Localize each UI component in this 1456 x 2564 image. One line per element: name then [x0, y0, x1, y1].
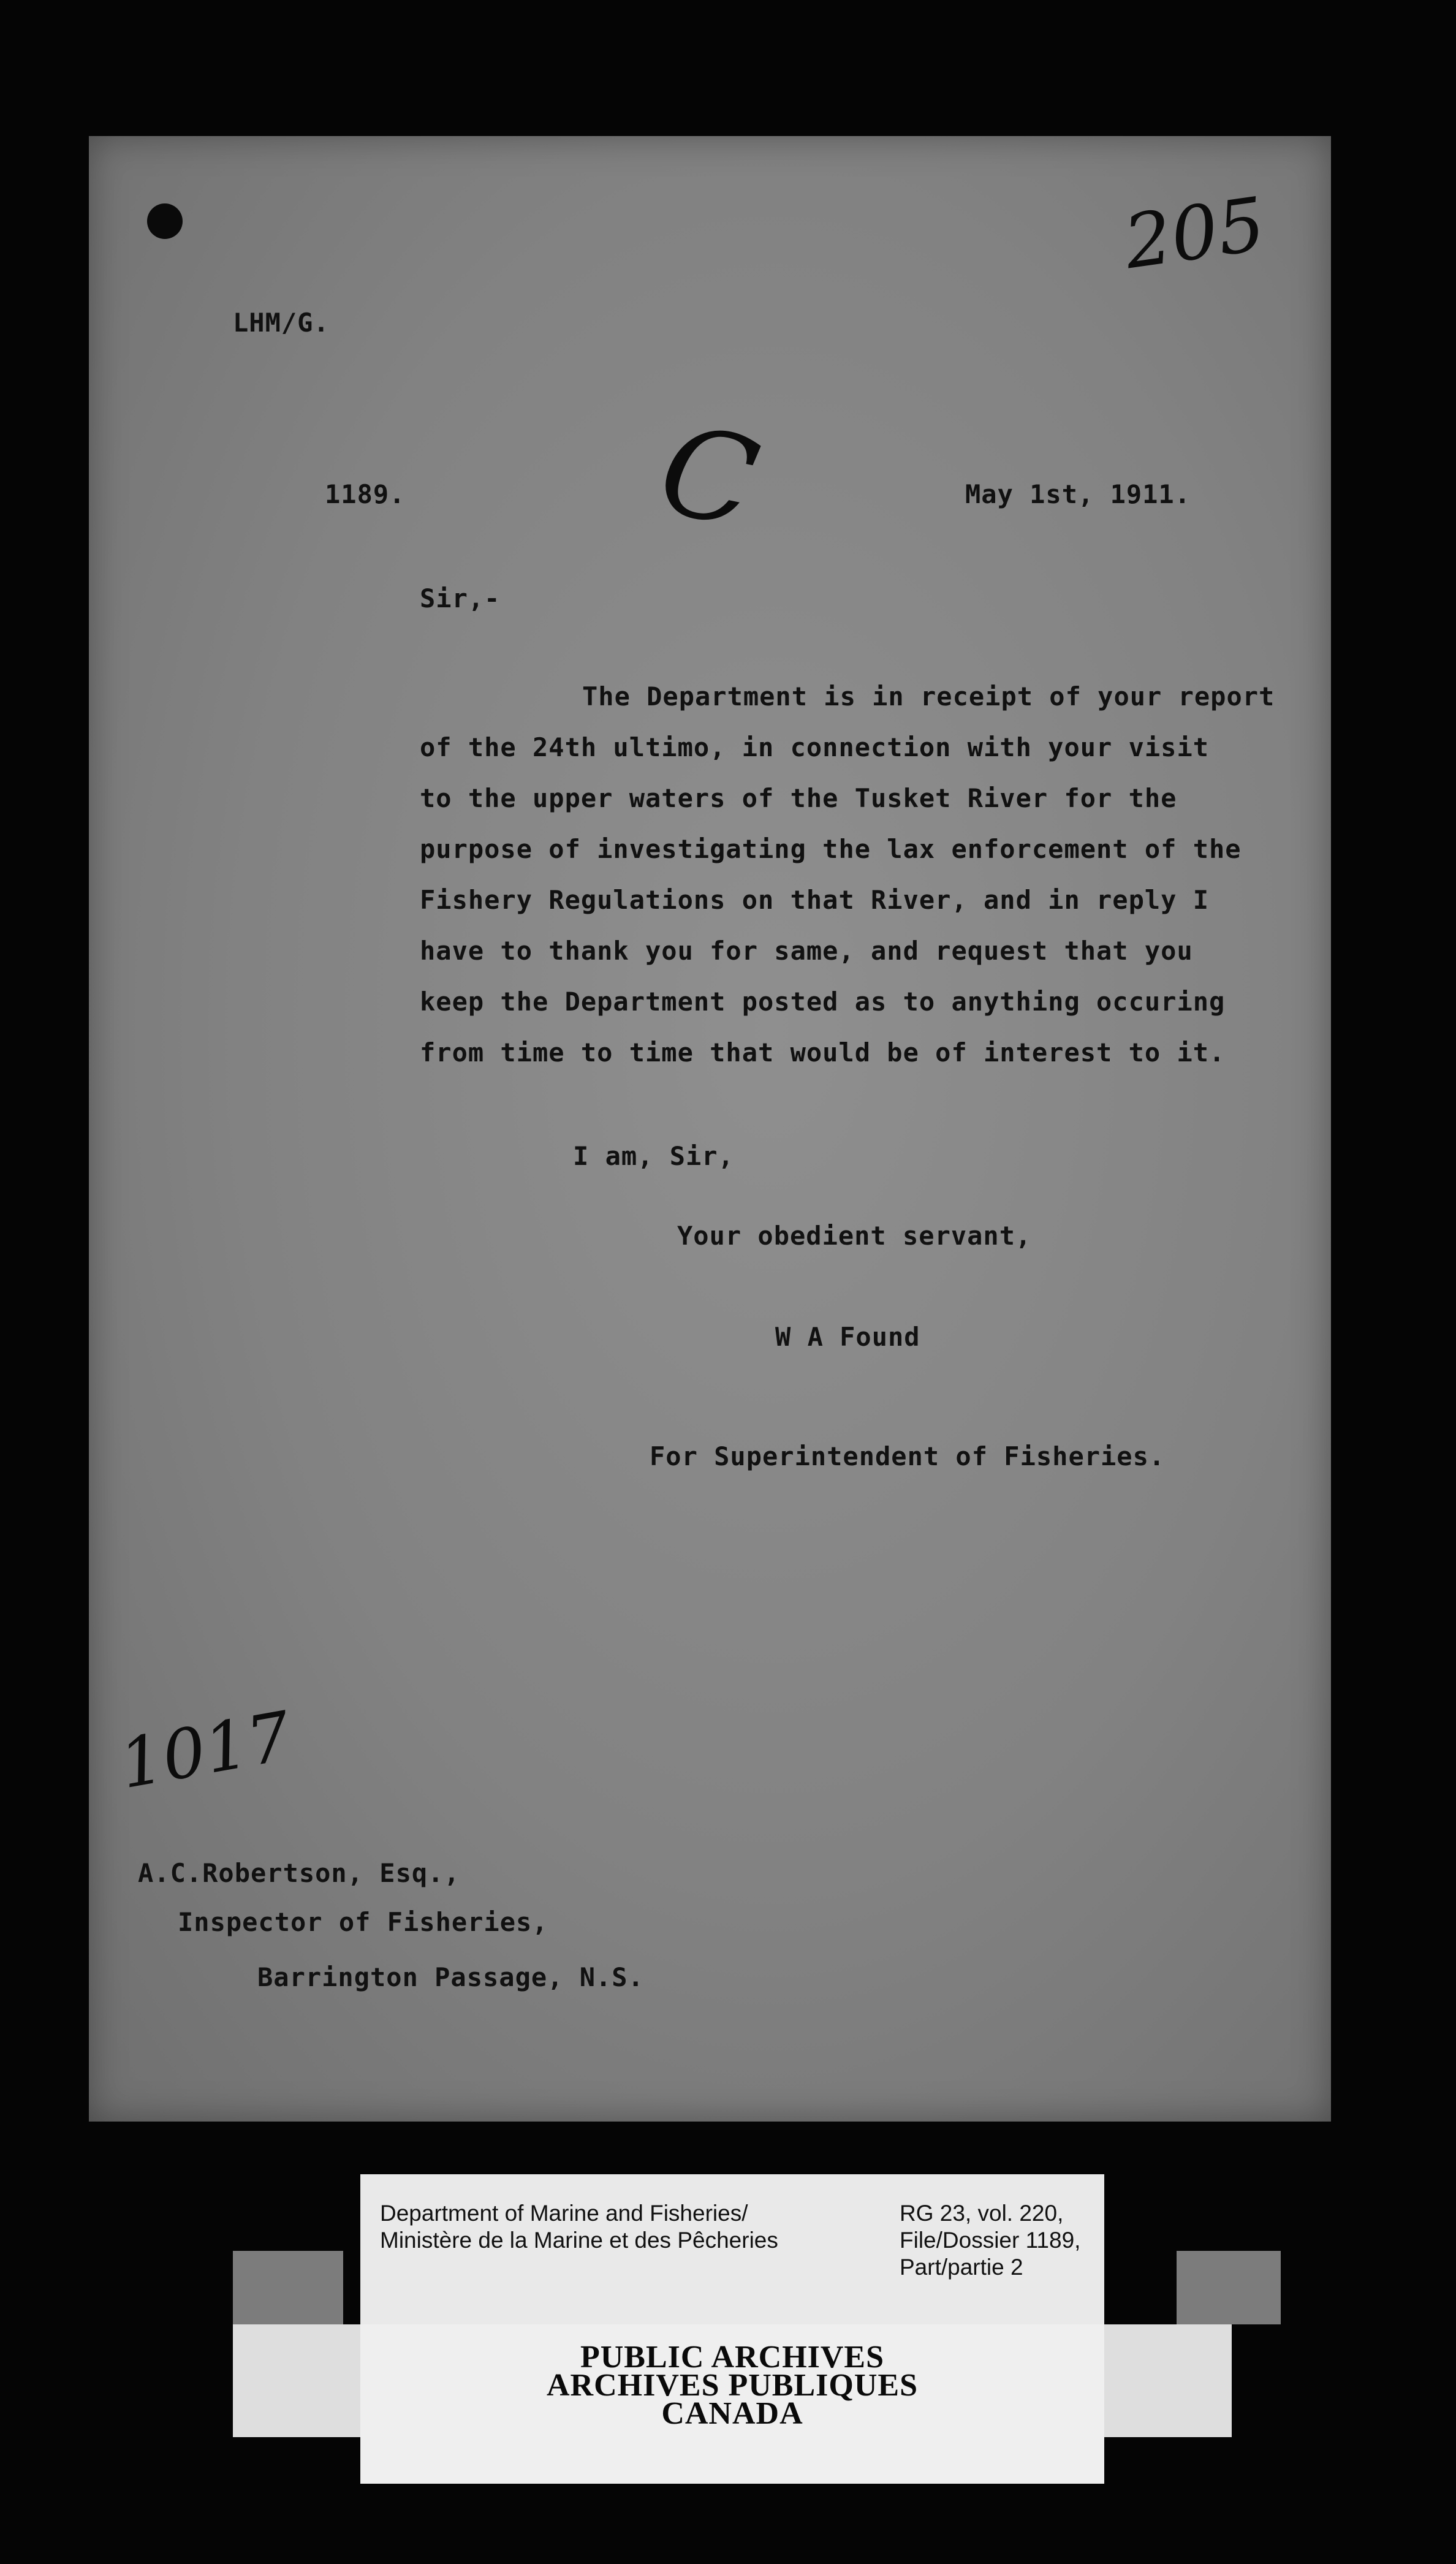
archives-line-2: ARCHIVES PUBLIQUES	[546, 2368, 919, 2403]
letter-page	[89, 136, 1331, 2122]
handwritten-center-mark: C	[648, 397, 770, 557]
addressee-title: Inspector of Fisheries,	[178, 1907, 548, 1937]
department-french: Ministère de la Marine et des Pêcheries	[380, 2228, 778, 2253]
body-line: of the 24th ultimo, in connection with your visit	[420, 732, 1210, 762]
archives-line-1: PUBLIC ARCHIVES	[580, 2340, 885, 2375]
handwritten-page-number: 205	[1119, 181, 1270, 286]
reference-initials: LHM/G.	[233, 308, 330, 338]
signature-title: For Superintendent of Fisheries.	[650, 1441, 1166, 1471]
addressee-location: Barrington Passage, N.S.	[257, 1962, 644, 1992]
signature: W A Found	[775, 1322, 920, 1352]
body-line: from time to time that would be of interest to it.	[420, 1037, 1226, 1068]
file-number: 1189.	[325, 479, 406, 509]
valediction: Your obedient servant,	[677, 1221, 1032, 1251]
salutation: Sir,-	[420, 583, 501, 613]
handwritten-left-mark: 1017	[114, 1696, 297, 1804]
archives-line-3: CANADA	[661, 2396, 803, 2431]
punch-hole	[147, 203, 183, 239]
body-line: to the upper waters of the Tusket River for the	[420, 783, 1177, 813]
record-group: RG 23, vol. 220,	[900, 2201, 1064, 2226]
letter-body	[420, 681, 1321, 1098]
body-line: have to thank you for same, and request that you	[420, 936, 1193, 966]
part-partie: Part/partie 2	[900, 2255, 1023, 2280]
archive-reference-label	[360, 2174, 1104, 2324]
file-dossier: File/Dossier 1189,	[900, 2228, 1081, 2253]
body-line: The Department is in receipt of your report	[582, 681, 1275, 711]
body-line: purpose of investigating the lax enforcement of the	[420, 834, 1242, 864]
left-clip-tab	[233, 2251, 343, 2324]
archives-stamp-card	[360, 2324, 1104, 2484]
letter-date: May 1st, 1911.	[965, 479, 1191, 509]
body-line: keep the Department posted as to anything occuring	[420, 987, 1226, 1017]
closing: I am, Sir,	[573, 1141, 734, 1171]
department-english: Department of Marine and Fisheries/	[380, 2201, 748, 2226]
body-line: Fishery Regulations on that River, and in reply I	[420, 885, 1210, 915]
right-clip-tab	[1177, 2251, 1281, 2324]
addressee-name: A.C.Robertson, Esq.,	[138, 1858, 460, 1888]
